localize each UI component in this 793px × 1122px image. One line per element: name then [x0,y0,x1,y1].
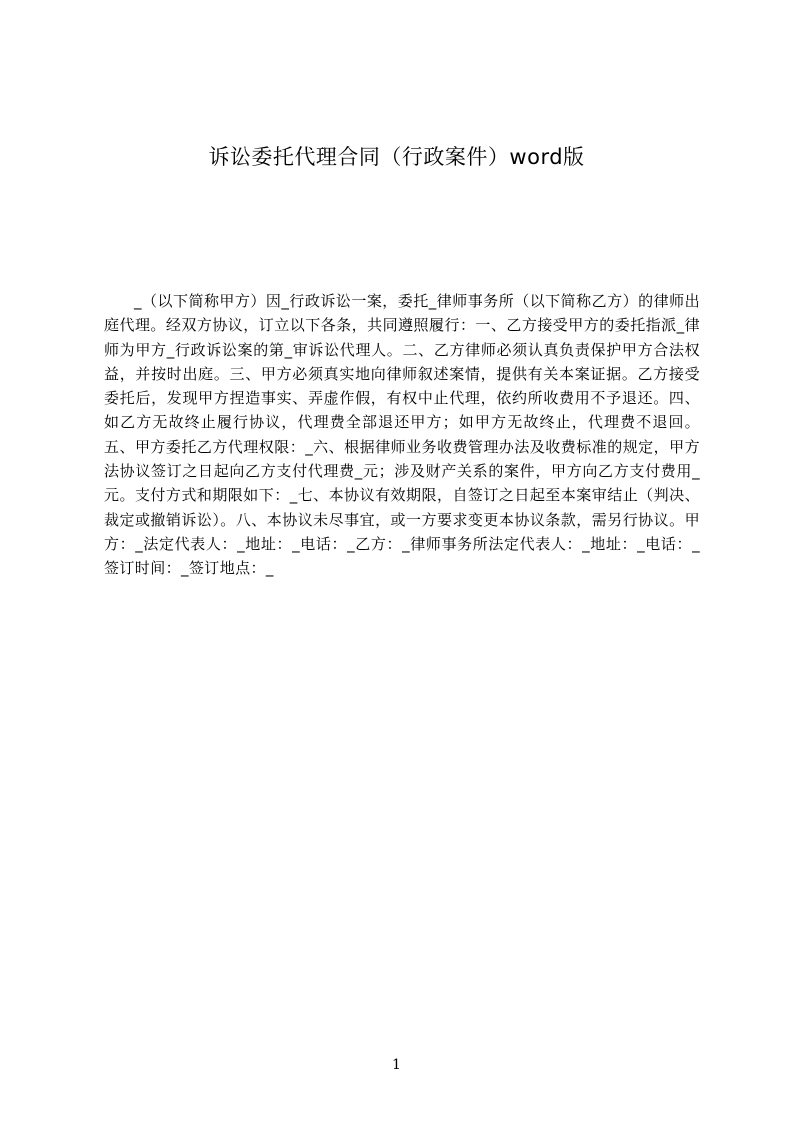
contract-body-paragraph: _（以下简称甲方）因_行政诉讼一案，委托_律师事务所（以下简称乙方）的律师出庭代理。经双方协议，订立以下各条，共同遵照履行：一、乙方接受甲方的委托指派_律师为甲方_行政诉讼案的第_审诉讼代理人。二、乙方律师必须认真负责保护甲方合法权益，并按时出庭。三、甲方必须真实地向律师叙述案情，提供有关本案证据。乙方接受委托后，发现甲方捏造事实、弄虚作假，有权中止代理，依约所收费用不予退还。四、如乙方无故终止履行协议，代理费全部退还甲方；如甲方无故终止，代理费不退回。五、甲方委托乙方代理权限：_六、根据律师业务收费管理办法及收费标准的规定，甲方法协议签订之日起向乙方支付代理费_元；涉及财产关系的案件，甲方向乙方支付费用_元。支付方式和期限如下：_七、本协议有效期限，自签订之日起至本案审结止（判决、裁定或撤销诉讼）。八、本协议未尽事宜，或一方要求变更本协议条款，需另行协议。甲方：_法定代表人：_地址：_电话：_乙方：_律师事务所法定代表人：_地址：_电话：_签订时间：_签订地点：_ [104,292,700,578]
page-number: 1 [392,1057,401,1073]
document-title: 诉讼委托代理合同（行政案件）word版 [208,145,585,169]
